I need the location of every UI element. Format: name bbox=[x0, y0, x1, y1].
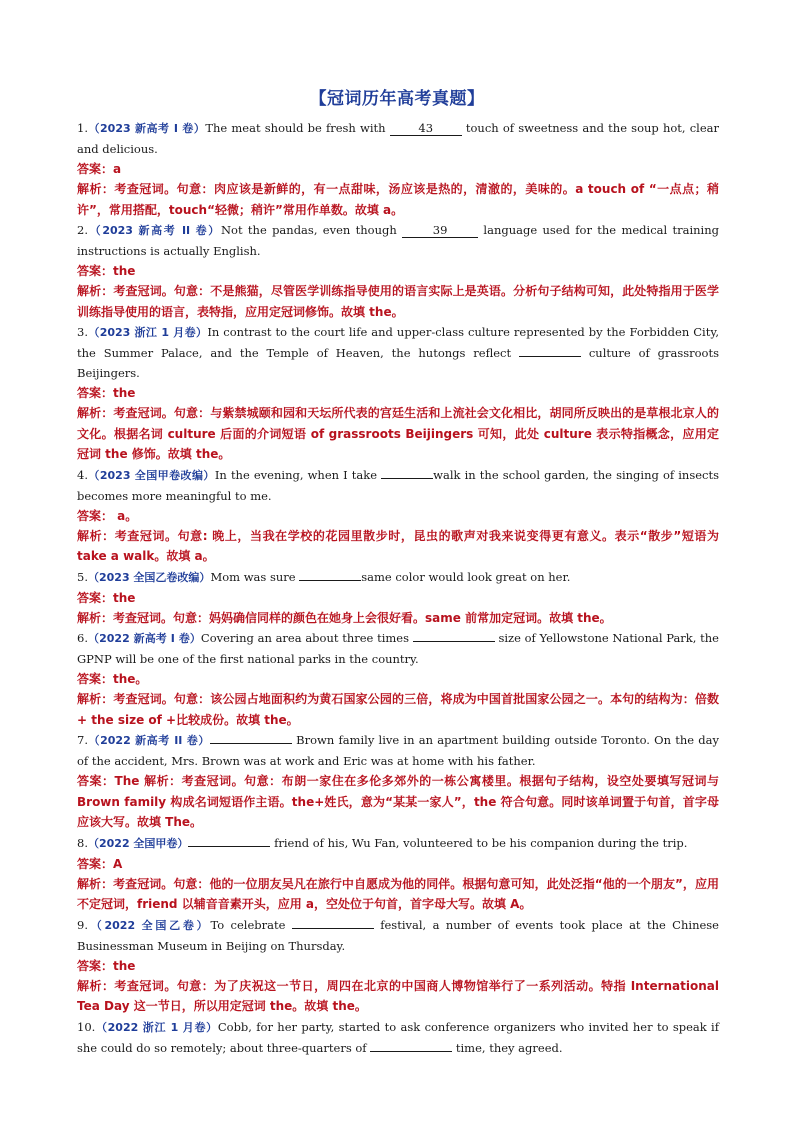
explanation: 解析：考查冠词。句意：他的一位朋友吴凡在旅行中自愿成为他的同伴。根据句意可知，此处泛指“他的一个朋友”，应用不定冠词，friend 以辅音音素开头，应用 a，空处位于句首，首字母大写。故填 A。 bbox=[77, 876, 719, 911]
question-after: touch of sweetness and the soup hot, clear and delicious. bbox=[77, 121, 720, 156]
answer-line: 答案：A bbox=[77, 856, 123, 871]
question-number: 3. bbox=[77, 325, 88, 339]
question-item bbox=[77, 322, 719, 465]
question-source: （2022 浙江 1 月卷） bbox=[95, 1020, 218, 1034]
question-source: （2023 新高考 I 卷） bbox=[87, 122, 206, 135]
question-after: size of Yellowstone National Park, the GPNP will be one of the first national parks in the country. bbox=[77, 631, 719, 666]
answer-blank bbox=[370, 1051, 452, 1052]
answer-line: 答案：the bbox=[77, 386, 136, 400]
question-number: 2. bbox=[77, 223, 88, 237]
question-source: （2022 新高考 I 卷） bbox=[87, 632, 201, 645]
question-item bbox=[77, 465, 719, 567]
question-source: （2022 全国甲卷） bbox=[87, 836, 189, 850]
question-item bbox=[77, 833, 719, 915]
question-text bbox=[77, 628, 719, 669]
question-after: time, they agreed. bbox=[452, 1040, 563, 1055]
question-before: In contrast to the court life and upper-class culture represented by the Forbidden City, the Summer Palace, and the Temple of Heaven, the hutongs reflect bbox=[77, 325, 719, 360]
question-number: 7. bbox=[77, 733, 88, 747]
question-item bbox=[77, 730, 719, 833]
question-before: In the evening, when I take bbox=[214, 467, 382, 482]
question-item bbox=[77, 118, 719, 220]
answer-blank bbox=[210, 743, 292, 744]
question-number: 10. bbox=[77, 1019, 96, 1034]
question-source: （2023 新高考 II 卷） bbox=[87, 224, 221, 237]
question-source: （2023 全国甲卷改编） bbox=[87, 468, 215, 482]
question-list bbox=[77, 118, 719, 1058]
question-item bbox=[77, 915, 719, 1017]
question-before: Mom was sure bbox=[210, 569, 300, 584]
question-after: same color would look great on her. bbox=[361, 569, 571, 584]
question-text bbox=[77, 118, 719, 159]
question-after: culture of grassroots Beijingers. bbox=[77, 346, 719, 380]
question-item bbox=[77, 220, 719, 322]
question-before: To celebrate bbox=[210, 917, 292, 932]
question-before: Not the pandas, even though bbox=[220, 223, 403, 237]
answer-line: 答案：a bbox=[77, 162, 122, 176]
explanation: 解析：考查冠词。句意：该公园占地面积约为黄石国家公园的三倍，将成为中国首批国家公园之一。本句的结构为：倍数+ the size of +比较成份。故填 the。 bbox=[77, 692, 719, 727]
explanation: 解析：考查冠词。句意：为了庆祝这一节日，周四在北京的中国商人博物馆举行了一系列活动。特指 International Tea Day 这一节日，所以用定冠词 the。故填 the。 bbox=[77, 978, 719, 1013]
question-item bbox=[77, 1017, 719, 1058]
explanation: 解析：考查冠词。句意：不是熊猫，尽管医学训练指导使用的语言实际上是英语。分析句子结构可知，此处特指用于医学训练指导使用的语言，表特指，应用定冠词修饰。故填 the。 bbox=[77, 284, 719, 319]
question-source: （2023 浙江 1 月卷） bbox=[87, 326, 208, 339]
answer-line: 答案：the bbox=[77, 958, 136, 973]
question-text bbox=[77, 322, 719, 383]
question-text bbox=[77, 220, 719, 261]
question-before: The meat should be fresh with bbox=[205, 121, 390, 135]
question-after: Brown family live in an apartment building outside Toronto. On the day of the accident, Mrs. Brown was at work and Eric was at home with his father. bbox=[77, 733, 719, 768]
question-after: friend of his, Wu Fan, volunteered to be his companion during the trip. bbox=[270, 835, 688, 850]
question-text bbox=[77, 730, 719, 771]
answer-line: 答案：the bbox=[77, 590, 136, 605]
question-text bbox=[77, 1017, 719, 1058]
question-text bbox=[77, 465, 719, 506]
page-title: 【冠词历年高考真题】 bbox=[309, 89, 485, 109]
question-text bbox=[77, 567, 719, 588]
question-after: walk in the school garden, the singing of insects becomes more meaningful to me. bbox=[77, 467, 720, 503]
question-source: （2023 全国乙卷改编） bbox=[87, 570, 211, 584]
answer-line: 答案：the。 bbox=[77, 672, 148, 686]
explanation: 解析：考查冠词。句意：肉应该是新鲜的，有一点甜味，汤应该是热的，清澈的，美味的。a touch of “一点点；稍许”，常用搭配，touch“轻微；稍许”常用作单数。故填 a。 bbox=[77, 182, 719, 217]
answer-blank: 43 bbox=[390, 122, 462, 136]
question-before: Cobb, for her party, started to ask conference organizers who invited her to speak if she could do so remotely; about three-quarters of bbox=[77, 1019, 719, 1055]
answer-blank bbox=[292, 928, 374, 929]
question-number: 4. bbox=[77, 467, 88, 482]
explanation: 答案：The 解析：考查冠词。句意：布朗一家住在多伦多郊外的一栋公寓楼里。根据句子结构，设空处要填写冠词与 Brown family 构成名词短语作主语。the+姓氏，意为“某某一家人”，the 符合句意。同时该单词置于句首，首字母应该大写。故填 The。 bbox=[77, 774, 719, 829]
question-text bbox=[77, 915, 719, 956]
question-number: 5. bbox=[77, 569, 88, 584]
explanation: 解析：考查冠词。句意：妈妈确信同样的颜色在她身上会很好看。same 前常加定冠词。故填 the。 bbox=[77, 610, 612, 625]
answer-blank: 39 bbox=[402, 224, 478, 238]
question-text bbox=[77, 833, 719, 854]
question-item bbox=[77, 628, 719, 730]
question-before: Covering an area about three times bbox=[200, 631, 413, 645]
answer-line: 答案：the bbox=[77, 264, 136, 278]
explanation: 解析：考查冠词。句意：与紫禁城颐和园和天坛所代表的宫廷生活和上流社会文化相比，胡同所反映出的是草根北京人的文化。根据名词 culture 后面的介词短语 of grassroots Beijingers 可知，此处 culture 表示特指概念，应用定冠词 the 修饰。故填 the。 bbox=[77, 406, 719, 461]
question-source: （2022 全国乙卷） bbox=[87, 918, 211, 932]
answer-line: 答案： a。 bbox=[77, 508, 138, 523]
question-after: language used for the medical training instructions is actually English. bbox=[77, 223, 719, 258]
question-item bbox=[77, 567, 719, 629]
answer-blank bbox=[299, 580, 361, 581]
answer-blank bbox=[413, 641, 495, 642]
question-number: 9. bbox=[77, 917, 88, 932]
answer-blank bbox=[381, 478, 433, 479]
question-source: （2022 新高考 II 卷） bbox=[87, 734, 210, 747]
question-number: 6. bbox=[77, 631, 88, 645]
question-number: 1. bbox=[77, 121, 88, 135]
answer-blank bbox=[188, 846, 270, 847]
question-after: festival, a number of events took place at the Chinese Businessman Museum in Beijing on Thursday. bbox=[77, 917, 719, 953]
explanation: 解析：考查冠词。句意: 晚上，当我在学校的花园里散步时，昆虫的歌声对我来说变得更有意义。表示“散步”短语为 take a walk。故填 a。 bbox=[77, 528, 719, 563]
question-number: 8. bbox=[77, 835, 88, 850]
answer-blank bbox=[519, 356, 581, 357]
